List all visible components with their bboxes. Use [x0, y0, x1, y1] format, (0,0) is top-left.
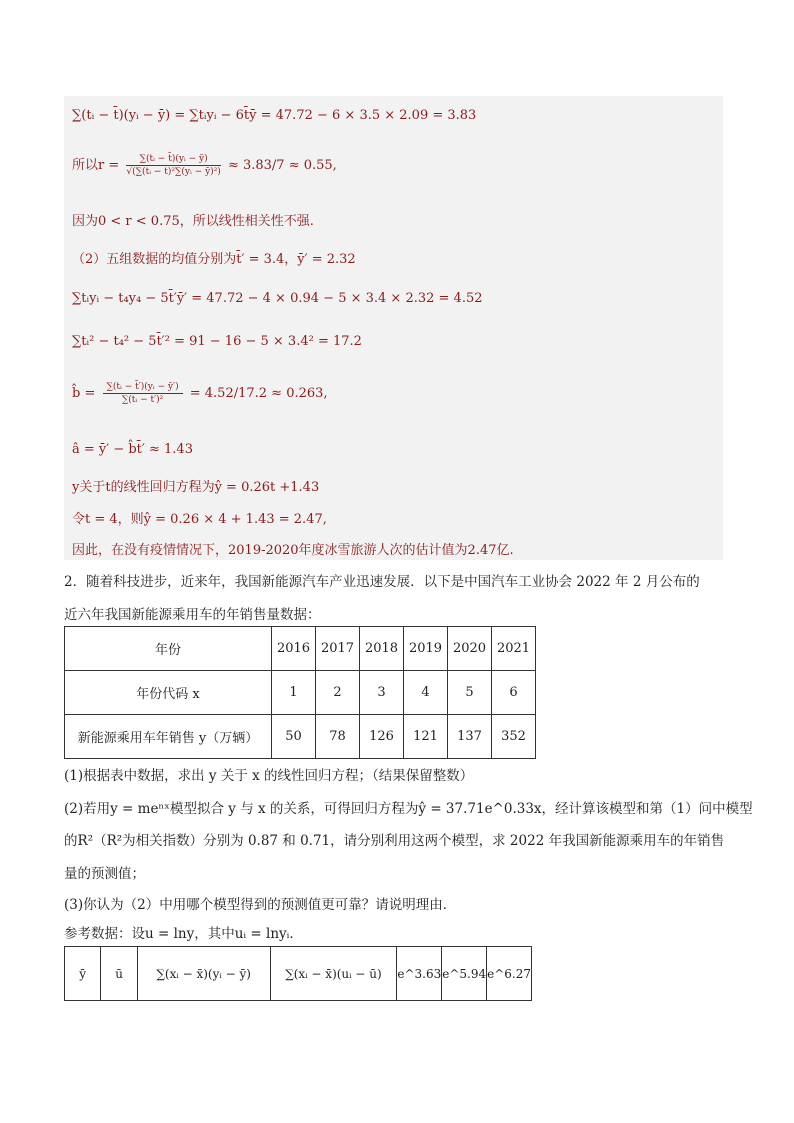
table-cell: e^5.94 [442, 947, 487, 1001]
table-cell: 4 [404, 671, 448, 715]
solution-line-1: ∑(tᵢ − t̄)(yᵢ − ȳ) = ∑tᵢyᵢ − 6t̄ȳ = 47.72 − 6 × 3.5 × 2.09 = 3.83 [72, 108, 477, 123]
question-part-2b: 的R²（R²为相关指数）分别为 0.87 和 0.71，请分别利用这两个模型，求 2022 年我国新能源乘用车的年销售 [64, 833, 725, 849]
table-cell: 6 [492, 671, 536, 715]
table-cell: 121 [404, 715, 448, 759]
table-row [65, 627, 536, 671]
table-cell: ū [101, 947, 137, 1001]
table-cell: 2019 [404, 627, 448, 671]
table-cell: e^3.63 [397, 947, 442, 1001]
table-cell: 3 [360, 671, 404, 715]
solution-line-5: ∑tᵢyᵢ − t₄y₄ − 5t̄′ȳ′ = 47.72 − 4 × 0.94 − 5 × 3.4 × 2.32 = 4.52 [72, 291, 483, 306]
table-row [65, 671, 536, 715]
question-intro-2: 近六年我国新能源乘用车的年销售量数据： [64, 607, 321, 623]
reference-table [64, 946, 532, 1001]
table-cell: 352 [492, 715, 536, 759]
solution-line-7: b̂ = $\frac{\text{∑(tᵢ − t̄′)(yᵢ − ȳ′)}}{\text{∑(tᵢ − t̄′)²}}$ = 4.52/17.2 ≈ 0.263, [72, 382, 328, 405]
question-part-1: (1)根据表中数据，求出 y 关于 x 的线性回归方程；（结果保留整数） [64, 768, 474, 784]
table-cell: 2017 [316, 627, 360, 671]
reference-data-label: 参考数据：设u = lny，其中uᵢ = lnyᵢ． [64, 926, 303, 942]
solution-line-9: y关于t的线性回归方程为ŷ = 0.26t +1.43 [72, 480, 320, 495]
solution-line-3: 因为0 < r < 0.75，所以线性相关性不强. [72, 214, 314, 229]
table-cell: 50 [272, 715, 316, 759]
sales-table [64, 626, 536, 759]
solution-line-4: （2）五组数据的均值分别为t̄′ = 3.4，ȳ′ = 2.32 [72, 252, 356, 267]
table-cell: 5 [448, 671, 492, 715]
question-part-2c: 量的预测值； [64, 866, 145, 882]
solution-line-10: 令t = 4，则ŷ = 0.26 × 4 + 1.43 = 2.47, [72, 512, 327, 527]
table-row [65, 947, 532, 1001]
table-cell: 新能源乘用车年销售 y（万辆） [65, 715, 272, 759]
table-cell: 2016 [272, 627, 316, 671]
question-intro-1: 2．随着科技进步，近来年，我国新能源汽车产业迅速发展．以下是中国汽车工业协会 2022 年 2 月公布的 [64, 574, 700, 590]
table-cell: 78 [316, 715, 360, 759]
solution-line-6: ∑tᵢ² − t₄² − 5t̄′² = 91 − 16 − 5 × 3.4² = 17.2 [72, 334, 362, 349]
question-part-2a: (2)若用y = meⁿˣ模型拟合 y 与 x 的关系，可得回归方程为ŷ = 37.71e^0.33x，经计算该模型和第（1）问中模型 [64, 801, 753, 817]
table-cell: e^6.27 [487, 947, 532, 1001]
table-cell: 2020 [448, 627, 492, 671]
table-cell: 年份 [65, 627, 272, 671]
table-cell: 137 [448, 715, 492, 759]
table-cell: 年份代码 x [65, 671, 272, 715]
table-cell: 2 [316, 671, 360, 715]
table-cell: 2021 [492, 627, 536, 671]
table-row [65, 715, 536, 759]
question-part-3: (3)你认为（2）中用哪个模型得到的预测值更可靠？请说明理由． [64, 897, 457, 913]
table-cell: 1 [272, 671, 316, 715]
table-cell: 2018 [360, 627, 404, 671]
table-cell: 126 [360, 715, 404, 759]
slope-fraction: $\frac{\text{∑(tᵢ − t̄′)(yᵢ − ȳ′)}}{\text{∑(tᵢ − t̄′)²}}$ [103, 382, 183, 405]
solution-line-2: 所以r = $\frac{\text{∑(tᵢ − t̄)(yᵢ − ȳ)}}{\text{√(∑(tᵢ − t̄)²∑(yᵢ − ȳ)²)}}$ ≈ 3.83/7 ≈ 0.55, [72, 154, 337, 177]
solution-block [64, 96, 723, 560]
correlation-fraction: $\frac{\text{∑(tᵢ − t̄)(yᵢ − ȳ)}}{\text{√(∑(tᵢ − t̄)²∑(yᵢ − ȳ)²)}}$ [126, 154, 221, 177]
table-cell: ∑(xᵢ − x̄)(uᵢ − ū) [270, 947, 397, 1001]
table-cell: ȳ [65, 947, 101, 1001]
solution-line-8: â = ȳ′ − b̂t̄′ ≈ 1.43 [72, 442, 193, 457]
table-cell: ∑(xᵢ − x̄)(yᵢ − ȳ) [137, 947, 270, 1001]
solution-line-11: 因此，在没有疫情情况下，2019-2020年度冰雪旅游人次的估计值为2.47亿. [72, 543, 514, 558]
